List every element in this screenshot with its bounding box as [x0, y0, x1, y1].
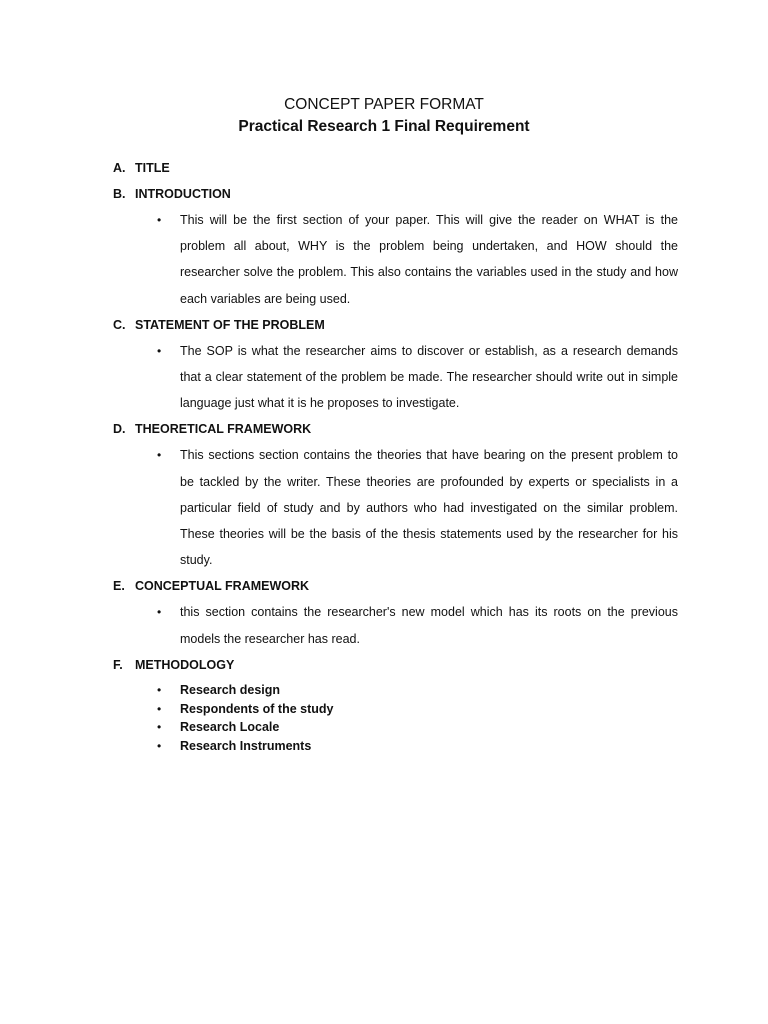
statement-of-the-problem-bullet [113, 338, 678, 417]
section-heading-title [113, 158, 678, 178]
bullet-icon: • [157, 605, 162, 620]
conceptual-framework-bullet [113, 599, 678, 651]
introduction-bullet [113, 207, 678, 312]
section-title: THEORETICAL FRAMEWORK [135, 422, 312, 437]
bullet-icon: • [157, 343, 162, 358]
section-heading-statement-of-the-problem [113, 315, 678, 335]
bullet-icon: • [157, 738, 162, 753]
section-title: INTRODUCTION [135, 187, 231, 201]
section-title: METHODOLOGY [135, 657, 235, 672]
document-body [113, 158, 678, 756]
bullet-text: This will be the first section of your paper. This will give the reader on WHAT is the problem all about, WHY is the problem being undertaken, and HOW should the researcher solve the problem. This also contains the variables used in the study and how each variables are being used. [180, 213, 678, 306]
methodology-item [113, 718, 678, 737]
bullet-icon: • [157, 448, 162, 463]
theoretical-framework-bullet [113, 442, 678, 573]
section-heading-introduction [113, 184, 678, 204]
bullet-text: This sections section contains the theories that have bearing on the present problem to be tackled by the writer. These theories are profounded by experts or specialists in a particular field of study and by authors who had investigated on the similar problem. These theories will be the basis of the thesis statements used by the researcher for his study. [180, 448, 678, 568]
methodology-item [113, 700, 678, 719]
methodology-item-label: Research Instruments [180, 738, 312, 753]
section-heading-theoretical-framework [113, 419, 678, 439]
section-letter: E. [113, 579, 125, 594]
section-letter: D. [113, 422, 126, 437]
bullet-icon: • [157, 701, 162, 716]
methodology-list [113, 681, 678, 756]
bullet-icon: • [157, 720, 162, 735]
section-heading-methodology [113, 655, 678, 675]
title-block [0, 94, 768, 138]
methodology-item-label: Respondents of the study [180, 701, 334, 716]
section-title: STATEMENT OF THE PROBLEM [135, 317, 325, 332]
methodology-item-label: Research design [180, 682, 281, 697]
bullet-icon: • [157, 213, 162, 227]
document-title: CONCEPT PAPER FORMAT [284, 96, 484, 113]
section-title: CONCEPTUAL FRAMEWORK [135, 579, 310, 594]
bullet-icon: • [157, 682, 162, 697]
bullet-text: this section contains the researcher's new model which has its roots on the previous models the researcher has read. [180, 605, 678, 646]
section-heading-conceptual-framework [113, 576, 678, 596]
bullet-text: The SOP is what the researcher aims to discover or establish, as a research demands that a clear statement of the problem be made. The researcher should write out in simple language just what it is he proposes to investigate. [180, 343, 678, 411]
section-letter: B. [113, 187, 126, 201]
methodology-item-label: Research Locale [180, 720, 280, 735]
document-subtitle: Practical Research 1 Final Requirement [238, 118, 530, 135]
methodology-item [113, 681, 678, 700]
section-letter: C. [113, 317, 126, 332]
section-title: TITLE [135, 161, 170, 175]
methodology-item [113, 737, 678, 756]
section-letter: A. [113, 161, 126, 175]
section-letter: F. [113, 657, 123, 672]
